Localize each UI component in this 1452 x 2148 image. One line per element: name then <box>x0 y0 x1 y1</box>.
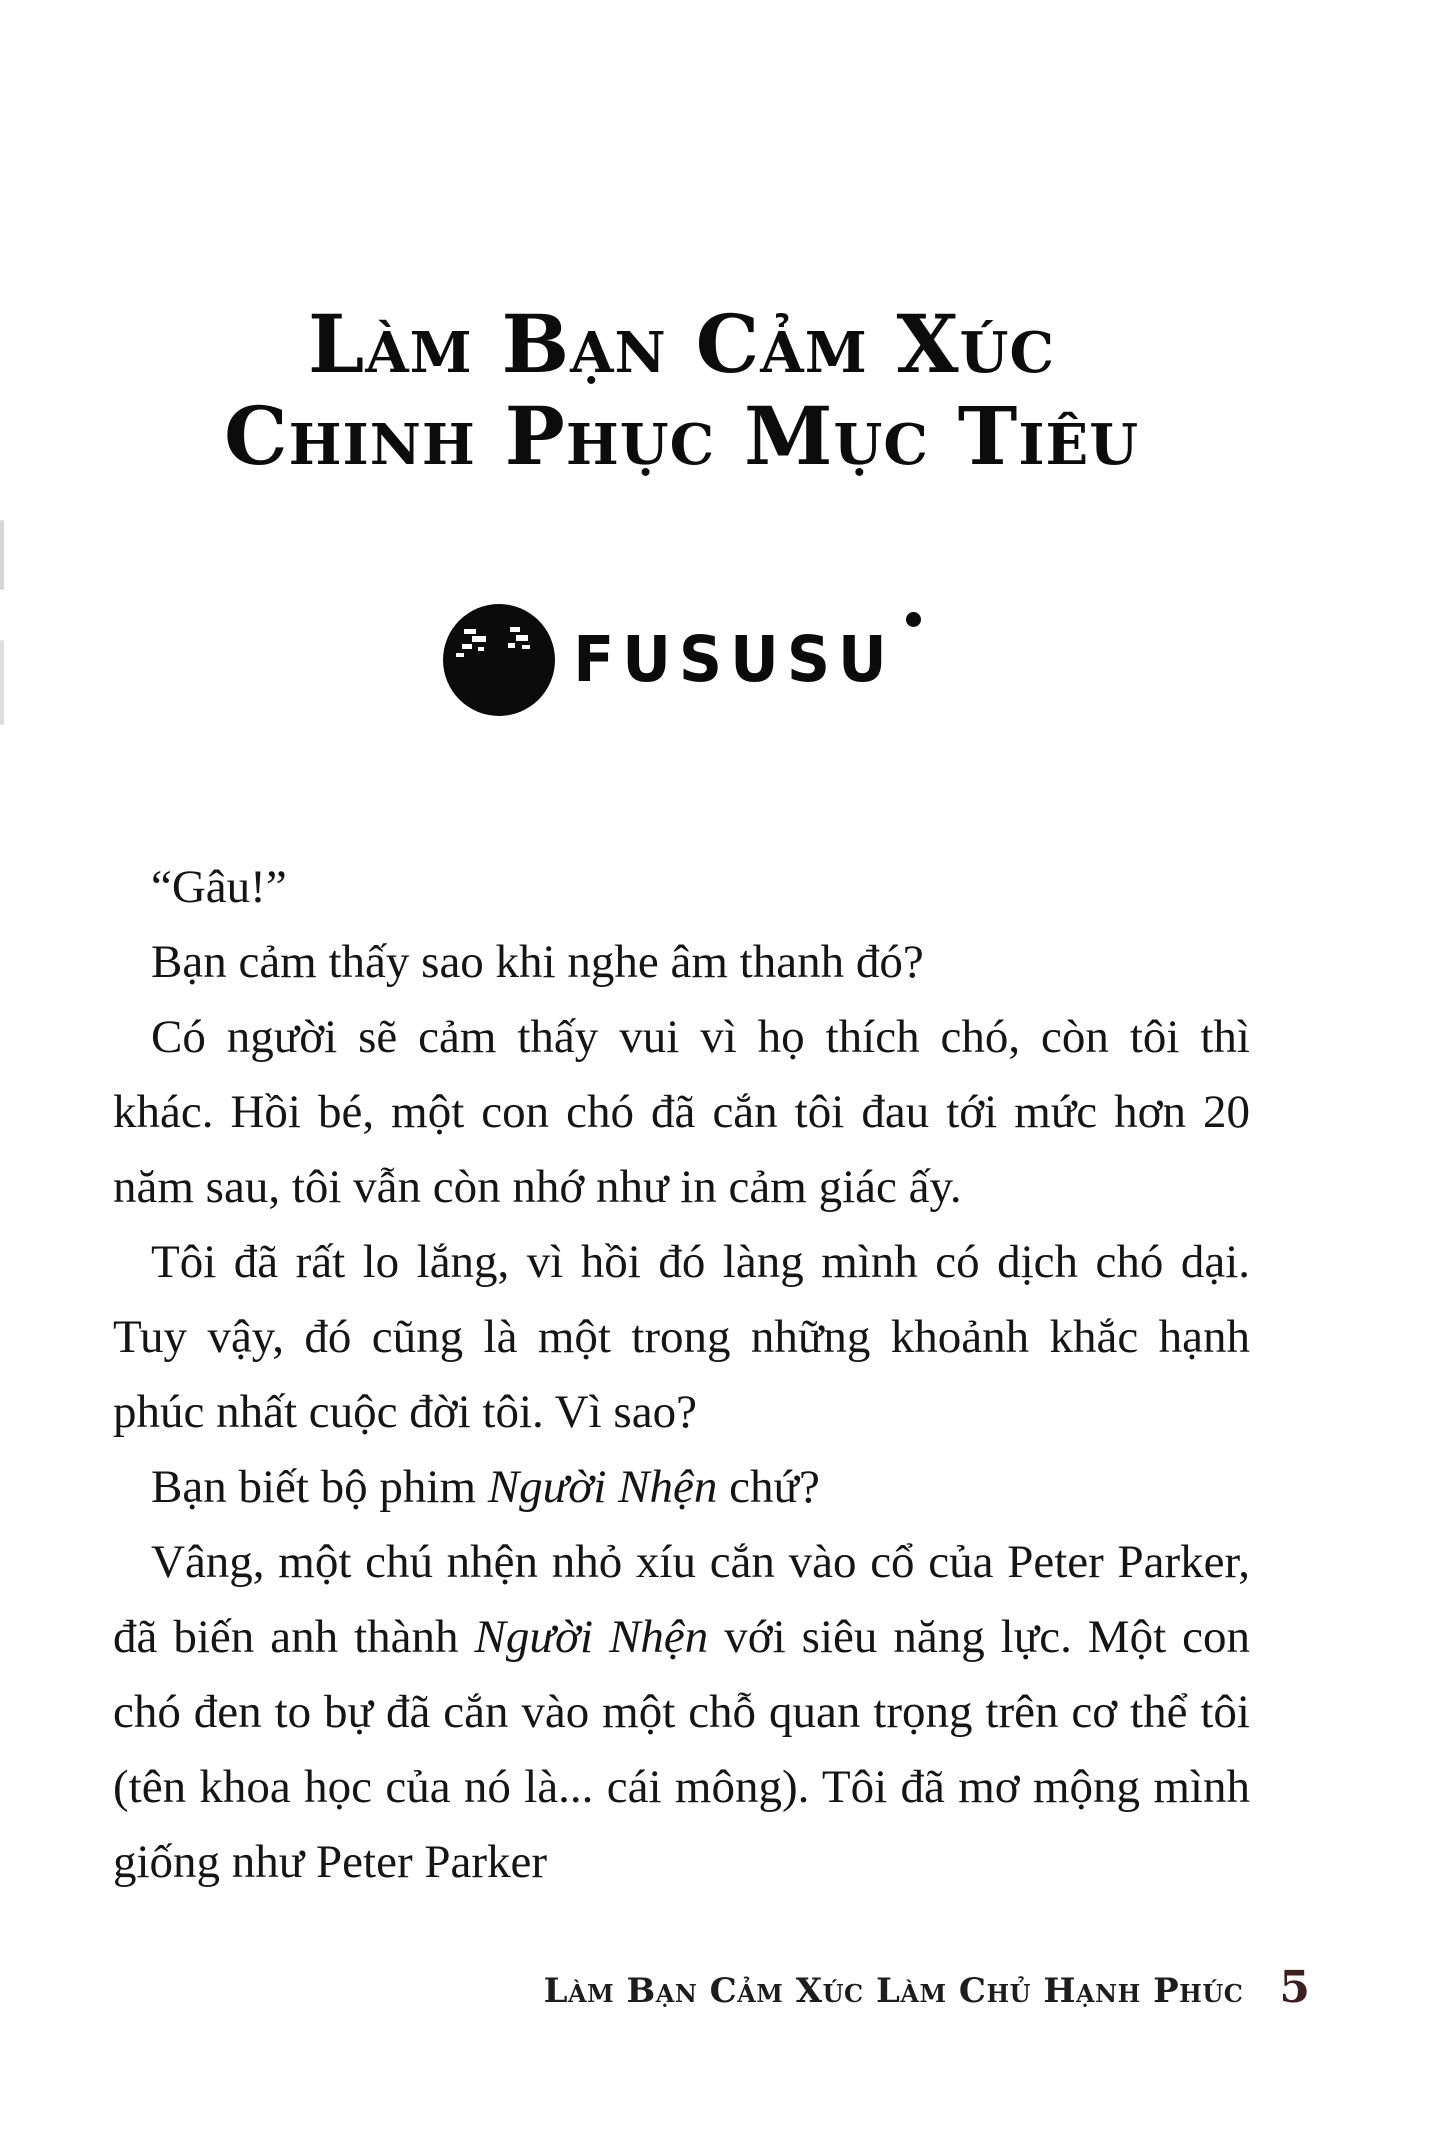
paragraph <box>113 1000 1250 1225</box>
text-run: Bạn cảm thấy sao khi nghe âm thanh đó? <box>151 936 924 988</box>
brand-name: FUSUSU <box>573 623 895 697</box>
italic-run: Người Nhện <box>474 1611 709 1663</box>
text-run: Tôi đã rất lo lắng, vì hồi đó làng mình có dịch chó dại. Tuy vậy, đó cũng là một trong những khoảnh khắc hạnh phúc nhất cuộc đời tôi. Vì sao? <box>113 1236 1250 1438</box>
page-footer <box>544 1962 1310 2013</box>
italic-run: Người Nhện <box>487 1461 718 1513</box>
scan-artifact <box>0 520 4 590</box>
text-run: “Gâu!” <box>151 861 287 913</box>
chapter-title-line2: Chinh Phục Mục Tiêu <box>223 389 1140 483</box>
text-run: với siêu năng lực. Một con chó đen to bự đã cắn vào một chỗ quan trọng trên cơ thể tôi (tên khoa học của nó là... cái mông). Tôi đã mơ mộng mình giống như Peter Parker <box>113 1611 1250 1888</box>
text-run: Bạn biết bộ phim <box>151 1461 488 1513</box>
running-title: Làm Bạn Cảm Xúc Làm Chủ Hạnh Phúc <box>543 1971 1244 2011</box>
chapter-title <box>113 298 1250 482</box>
text-run: chứ? <box>717 1461 820 1513</box>
fususu-ball-icon <box>442 603 556 717</box>
paragraph <box>113 850 1250 925</box>
scan-artifact <box>0 640 4 725</box>
paragraph <box>113 925 1250 1000</box>
text-run: Vâng, một chú nhện nhỏ xíu cắn vào cổ của Peter Parker, đã biến anh thành <box>113 1536 1250 1663</box>
chapter-title-line1: Làm Bạn Cảm Xúc <box>307 297 1056 391</box>
paragraph <box>113 1525 1250 1900</box>
text-run: Có người sẽ cảm thấy vui vì họ thích chó, còn tôi thì khác. Hồi bé, một con chó đã cắn tôi đau tới mức hơn 20 năm sau, tôi vẫn còn nhớ như in cảm giác ấy. <box>113 1011 1250 1213</box>
paragraph <box>113 1450 1250 1525</box>
trademark-dot-icon <box>906 612 921 627</box>
body-text <box>113 850 1250 1900</box>
page-number: 5 <box>1279 1962 1310 2013</box>
paragraph <box>113 1225 1250 1450</box>
brand-logo <box>113 598 1250 722</box>
